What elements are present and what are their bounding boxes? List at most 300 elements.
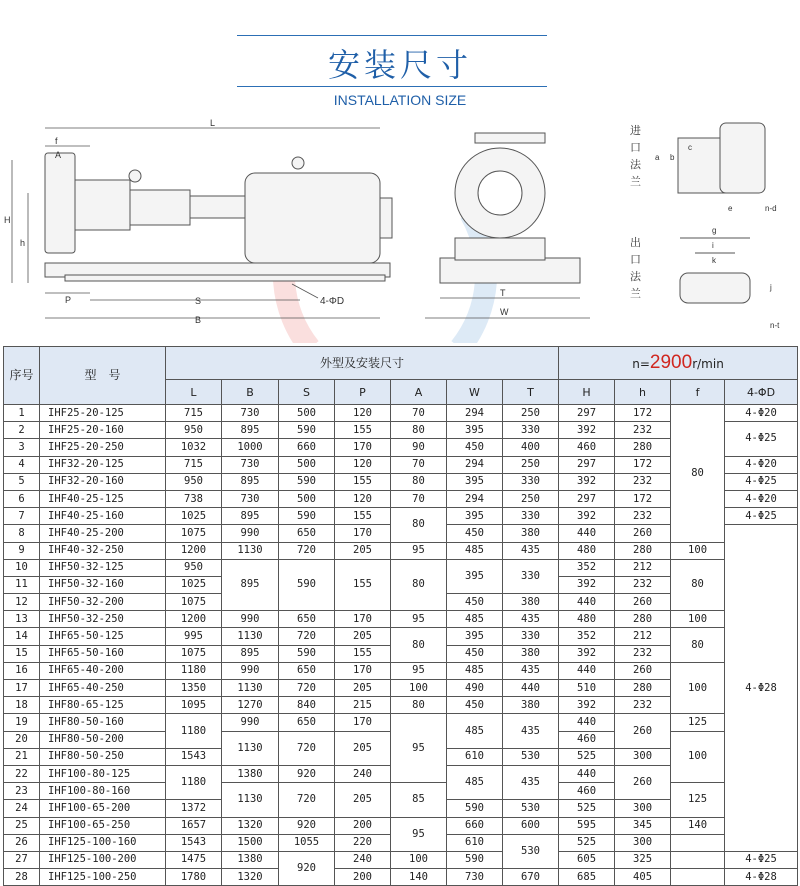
cell-W: 450 <box>447 645 503 662</box>
row-seq: 20 <box>4 731 40 748</box>
speed-unit: r/min <box>692 356 724 371</box>
cell-T: 435 <box>503 542 559 559</box>
cell-W: 490 <box>447 680 503 697</box>
cell-T: 600 <box>503 817 559 834</box>
cell-f <box>671 869 725 886</box>
cell-H: 525 <box>559 800 615 817</box>
table-row <box>4 405 798 422</box>
dim-B: B <box>195 315 202 325</box>
dim-j: j <box>770 283 772 292</box>
header-speed <box>559 347 798 380</box>
cell-L: 950 <box>166 473 222 490</box>
cell-T: 435 <box>503 765 559 799</box>
cell-L: 1032 <box>166 439 222 456</box>
dim-W: W <box>500 307 509 317</box>
table-body <box>4 405 798 886</box>
table-row <box>4 714 798 731</box>
cell-h: 325 <box>615 851 671 868</box>
row-seq: 4 <box>4 456 40 473</box>
cell-S: 650 <box>279 611 335 628</box>
table-row <box>4 628 798 645</box>
cell-P: 200 <box>335 869 391 886</box>
cell-T: 530 <box>503 748 559 765</box>
row-seq: 3 <box>4 439 40 456</box>
cell-D: 4-Φ25 <box>725 508 798 525</box>
cell-S: 840 <box>279 697 335 714</box>
cell-A: 70 <box>391 405 447 422</box>
cell-H: 440 <box>559 714 615 731</box>
outlet-flange-drawing <box>680 238 750 303</box>
dim-nd: n-d <box>765 204 777 213</box>
cell-S: 920 <box>279 765 335 782</box>
cell-B: 1380 <box>222 851 279 868</box>
cell-L: 1350 <box>166 680 222 697</box>
table-row <box>4 851 798 868</box>
cell-P: 240 <box>335 851 391 868</box>
cell-B: 730 <box>222 405 279 422</box>
cell-W: 485 <box>447 611 503 628</box>
cell-B: 895 <box>222 645 279 662</box>
cell-T: 330 <box>503 508 559 525</box>
cell-h: 300 <box>615 834 671 851</box>
dim-nt: n-t <box>770 321 780 330</box>
cell-S: 500 <box>279 456 335 473</box>
cell-T: 435 <box>503 714 559 748</box>
dim-A: A <box>55 150 62 160</box>
speed-prefix: n= <box>632 356 650 371</box>
pump-front-view <box>440 133 580 283</box>
cell-L: 1095 <box>166 697 222 714</box>
cell-W: 395 <box>447 422 503 439</box>
outlet-label-1: 出 <box>630 236 641 249</box>
cell-W: 485 <box>447 714 503 748</box>
cell-H: 297 <box>559 405 615 422</box>
cell-T: 380 <box>503 525 559 542</box>
cell-L: 1543 <box>166 834 222 851</box>
row-seq: 24 <box>4 800 40 817</box>
cell-L: 1075 <box>166 525 222 542</box>
cell-D: 4-Φ28 <box>725 525 798 852</box>
cell-W: 485 <box>447 542 503 559</box>
row-model: IHF50-32-250 <box>40 611 166 628</box>
pump-side-view <box>45 153 392 281</box>
cell-W: 395 <box>447 473 503 490</box>
cell-h: 212 <box>615 628 671 645</box>
cell-f: 80 <box>671 628 725 662</box>
cell-h: 405 <box>615 869 671 886</box>
header-D: 4-ΦD <box>725 380 798 405</box>
inlet-flange-drawing <box>678 123 765 193</box>
cell-W: 610 <box>447 834 503 851</box>
row-model: IHF40-25-200 <box>40 525 166 542</box>
cell-L: 1657 <box>166 817 222 834</box>
cell-A: 95 <box>391 714 447 783</box>
cell-P: 170 <box>335 662 391 679</box>
cell-T: 530 <box>503 834 559 868</box>
cell-H: 297 <box>559 456 615 473</box>
cell-H: 460 <box>559 783 615 800</box>
cell-P: 170 <box>335 525 391 542</box>
cell-A: 80 <box>391 628 447 662</box>
row-seq: 13 <box>4 611 40 628</box>
header-B: B <box>222 380 279 405</box>
cell-H: 392 <box>559 422 615 439</box>
dim-L: L <box>210 118 216 128</box>
row-model: IHF100-80-125 <box>40 765 166 782</box>
row-model: IHF80-65-125 <box>40 697 166 714</box>
installation-drawing <box>0 118 800 343</box>
table-row <box>4 611 798 628</box>
cell-T: 250 <box>503 456 559 473</box>
cell-W: 590 <box>447 800 503 817</box>
cell-T: 530 <box>503 800 559 817</box>
dim-g: g <box>712 226 717 235</box>
dimension-table-wrapper <box>3 346 797 886</box>
row-model: IHF40-32-250 <box>40 542 166 559</box>
cell-L: 738 <box>166 490 222 507</box>
cell-h: 345 <box>615 817 671 834</box>
cell-f <box>671 834 725 851</box>
header-S: S <box>279 380 335 405</box>
cell-h: 232 <box>615 473 671 490</box>
cell-H: 605 <box>559 851 615 868</box>
cell-f: 80 <box>671 405 725 543</box>
table-row <box>4 559 798 576</box>
cell-S: 660 <box>279 439 335 456</box>
cell-S: 720 <box>279 731 335 765</box>
row-seq: 7 <box>4 508 40 525</box>
cell-H: 352 <box>559 559 615 576</box>
cell-h: 232 <box>615 697 671 714</box>
cell-B: 990 <box>222 714 279 731</box>
cell-W: 450 <box>447 439 503 456</box>
cell-H: 440 <box>559 662 615 679</box>
cell-A: 140 <box>391 869 447 886</box>
cell-B: 1000 <box>222 439 279 456</box>
header-group-title: 外型及安装尺寸 <box>166 347 559 380</box>
cell-W: 730 <box>447 869 503 886</box>
cell-S: 650 <box>279 662 335 679</box>
cell-P: 155 <box>335 508 391 525</box>
row-model: IHF100-65-200 <box>40 800 166 817</box>
header-model: 型 号 <box>40 347 166 405</box>
cell-W: 395 <box>447 559 503 593</box>
row-model: IHF65-40-250 <box>40 680 166 697</box>
cell-H: 480 <box>559 542 615 559</box>
cell-f: 125 <box>671 783 725 817</box>
cell-T: 330 <box>503 473 559 490</box>
cell-B: 1130 <box>222 542 279 559</box>
row-seq: 17 <box>4 680 40 697</box>
cell-B: 1130 <box>222 783 279 817</box>
cell-H: 595 <box>559 817 615 834</box>
cell-W: 294 <box>447 456 503 473</box>
cell-A: 80 <box>391 697 447 714</box>
cell-h: 172 <box>615 490 671 507</box>
cell-T: 250 <box>503 405 559 422</box>
cell-B: 1130 <box>222 680 279 697</box>
table-row <box>4 542 798 559</box>
cell-P: 240 <box>335 765 391 782</box>
cell-H: 392 <box>559 697 615 714</box>
row-seq: 28 <box>4 869 40 886</box>
cell-L: 1025 <box>166 508 222 525</box>
cell-P: 200 <box>335 817 391 834</box>
cell-T: 440 <box>503 680 559 697</box>
cell-L: 1780 <box>166 869 222 886</box>
cell-f: 140 <box>671 817 725 834</box>
cell-D: 4-Φ25 <box>725 422 798 456</box>
cell-W: 610 <box>447 748 503 765</box>
cell-T: 330 <box>503 559 559 593</box>
cell-W: 395 <box>447 628 503 645</box>
header-H: H <box>559 380 615 405</box>
dimension-table <box>3 346 798 886</box>
cell-T: 435 <box>503 662 559 679</box>
cell-f: 125 <box>671 714 725 731</box>
cell-L: 950 <box>166 559 222 576</box>
inlet-label-1: 进 <box>630 124 641 137</box>
cell-A: 95 <box>391 662 447 679</box>
dim-i: i <box>712 241 714 250</box>
cell-H: 392 <box>559 508 615 525</box>
cell-h: 260 <box>615 662 671 679</box>
cell-L: 1075 <box>166 645 222 662</box>
cell-L: 995 <box>166 628 222 645</box>
row-seq: 5 <box>4 473 40 490</box>
cell-W: 450 <box>447 697 503 714</box>
flange-labels <box>630 123 642 300</box>
dim-T: T <box>500 288 506 298</box>
cell-H: 440 <box>559 765 615 782</box>
row-model: IHF50-32-200 <box>40 594 166 611</box>
cell-A: 100 <box>391 680 447 697</box>
inlet-label-3: 法 <box>630 158 641 171</box>
row-model: IHF40-25-160 <box>40 508 166 525</box>
cell-A: 80 <box>391 559 447 611</box>
row-seq: 27 <box>4 851 40 868</box>
cell-L: 1200 <box>166 542 222 559</box>
table-row <box>4 783 798 800</box>
row-seq: 26 <box>4 834 40 851</box>
cell-S: 650 <box>279 525 335 542</box>
cell-P: 120 <box>335 405 391 422</box>
cell-S: 720 <box>279 680 335 697</box>
cell-H: 510 <box>559 680 615 697</box>
cell-L: 1180 <box>166 714 222 748</box>
front-dim-labels <box>500 288 509 317</box>
row-model: IHF65-50-125 <box>40 628 166 645</box>
row-model: IHF50-32-125 <box>40 559 166 576</box>
cell-W: 590 <box>447 851 503 868</box>
cell-T: 435 <box>503 611 559 628</box>
cell-S: 590 <box>279 508 335 525</box>
cell-P: 170 <box>335 714 391 731</box>
cell-H: 685 <box>559 869 615 886</box>
cell-B: 990 <box>222 611 279 628</box>
cell-P: 155 <box>335 559 391 611</box>
cell-P: 170 <box>335 439 391 456</box>
cell-D: 4-Φ20 <box>725 405 798 422</box>
cell-L: 1025 <box>166 576 222 593</box>
cell-h: 212 <box>615 559 671 576</box>
cell-H: 440 <box>559 594 615 611</box>
cell-L: 1075 <box>166 594 222 611</box>
row-seq: 10 <box>4 559 40 576</box>
dim-b: b <box>670 153 675 162</box>
header-A: A <box>391 380 447 405</box>
cell-P: 205 <box>335 542 391 559</box>
cell-T: 380 <box>503 697 559 714</box>
cell-W: 450 <box>447 594 503 611</box>
cell-B: 895 <box>222 508 279 525</box>
row-model: IHF125-100-160 <box>40 834 166 851</box>
row-model: IHF125-100-250 <box>40 869 166 886</box>
cell-A: 80 <box>391 422 447 439</box>
row-seq: 12 <box>4 594 40 611</box>
cell-P: 155 <box>335 422 391 439</box>
header-W: W <box>447 380 503 405</box>
row-seq: 11 <box>4 576 40 593</box>
row-seq: 21 <box>4 748 40 765</box>
inlet-label-4: 兰 <box>630 175 641 188</box>
page-subtitle: INSTALLATION SIZE <box>333 92 467 108</box>
cell-L: 950 <box>166 422 222 439</box>
cell-H: 352 <box>559 628 615 645</box>
cell-S: 720 <box>279 628 335 645</box>
cell-h: 280 <box>615 611 671 628</box>
cell-h: 172 <box>615 456 671 473</box>
cell-h: 232 <box>615 508 671 525</box>
row-seq: 15 <box>4 645 40 662</box>
cell-B: 895 <box>222 473 279 490</box>
cell-S: 590 <box>279 559 335 611</box>
cell-B: 895 <box>222 422 279 439</box>
dim-H: H <box>4 215 11 225</box>
header-T: T <box>503 380 559 405</box>
cell-W: 450 <box>447 525 503 542</box>
cell-f: 100 <box>671 611 725 628</box>
cell-f: 100 <box>671 731 725 783</box>
row-model: IHF50-32-160 <box>40 576 166 593</box>
row-seq: 16 <box>4 662 40 679</box>
cell-P: 215 <box>335 697 391 714</box>
cell-W: 294 <box>447 405 503 422</box>
cell-H: 392 <box>559 473 615 490</box>
header-P: P <box>335 380 391 405</box>
cell-B: 1130 <box>222 628 279 645</box>
cell-h: 232 <box>615 576 671 593</box>
cell-P: 120 <box>335 490 391 507</box>
page-title: 安装尺寸 <box>327 46 472 84</box>
cell-h: 280 <box>615 542 671 559</box>
cell-D: 4-Φ20 <box>725 490 798 507</box>
cell-W: 485 <box>447 662 503 679</box>
row-seq: 8 <box>4 525 40 542</box>
row-seq: 14 <box>4 628 40 645</box>
cell-h: 260 <box>615 765 671 799</box>
cell-L: 715 <box>166 405 222 422</box>
dim-4D: 4-ΦD <box>320 296 345 307</box>
cell-H: 480 <box>559 611 615 628</box>
cell-h: 300 <box>615 748 671 765</box>
cell-B: 730 <box>222 490 279 507</box>
header-h: h <box>615 380 671 405</box>
cell-H: 460 <box>559 439 615 456</box>
dim-a: a <box>655 153 660 162</box>
cell-A: 90 <box>391 439 447 456</box>
cell-P: 170 <box>335 611 391 628</box>
cell-L: 1475 <box>166 851 222 868</box>
row-seq: 9 <box>4 542 40 559</box>
cell-B: 1380 <box>222 765 279 782</box>
dim-c: c <box>688 143 692 152</box>
cell-H: 525 <box>559 748 615 765</box>
cell-h: 280 <box>615 439 671 456</box>
cell-S: 590 <box>279 645 335 662</box>
cell-f <box>671 851 725 868</box>
title-rule-top <box>237 35 547 36</box>
cell-T: 380 <box>503 645 559 662</box>
row-model: IHF65-50-160 <box>40 645 166 662</box>
cell-H: 297 <box>559 490 615 507</box>
cell-P: 205 <box>335 731 391 765</box>
cell-P: 220 <box>335 834 391 851</box>
cell-L: 1180 <box>166 765 222 799</box>
outlet-label-3: 法 <box>630 270 641 283</box>
dim-f: f <box>55 136 58 146</box>
cell-P: 205 <box>335 783 391 817</box>
cell-H: 440 <box>559 525 615 542</box>
row-model: IHF100-65-250 <box>40 817 166 834</box>
dim-k: k <box>712 256 716 265</box>
cell-P: 155 <box>335 473 391 490</box>
row-model: IHF32-20-125 <box>40 456 166 473</box>
cell-A: 70 <box>391 490 447 507</box>
cell-S: 920 <box>279 851 335 885</box>
cell-A: 100 <box>391 851 447 868</box>
cell-S: 590 <box>279 473 335 490</box>
title-rule-mid <box>237 86 547 87</box>
cell-A: 95 <box>391 611 447 628</box>
cell-D: 4-Φ20 <box>725 456 798 473</box>
row-model: IHF25-20-250 <box>40 439 166 456</box>
cell-P: 120 <box>335 456 391 473</box>
cell-B: 895 <box>222 559 279 611</box>
table-row <box>4 869 798 886</box>
cell-B: 1500 <box>222 834 279 851</box>
cell-A: 70 <box>391 456 447 473</box>
cell-h: 232 <box>615 645 671 662</box>
header-seq: 序号 <box>4 347 40 405</box>
cell-H: 392 <box>559 576 615 593</box>
cell-L: 1372 <box>166 800 222 817</box>
row-seq: 2 <box>4 422 40 439</box>
cell-H: 460 <box>559 731 615 748</box>
cell-D: 4-Φ25 <box>725 851 798 868</box>
cell-B: 1130 <box>222 731 279 765</box>
outlet-label-4: 兰 <box>630 287 641 300</box>
cell-f: 80 <box>671 559 725 611</box>
cell-B: 1320 <box>222 869 279 886</box>
cell-h: 260 <box>615 714 671 748</box>
row-seq: 18 <box>4 697 40 714</box>
row-model: IHF40-25-125 <box>40 490 166 507</box>
dim-P: P <box>65 295 72 305</box>
cell-B: 730 <box>222 456 279 473</box>
cell-A: 95 <box>391 542 447 559</box>
cell-A: 80 <box>391 473 447 490</box>
